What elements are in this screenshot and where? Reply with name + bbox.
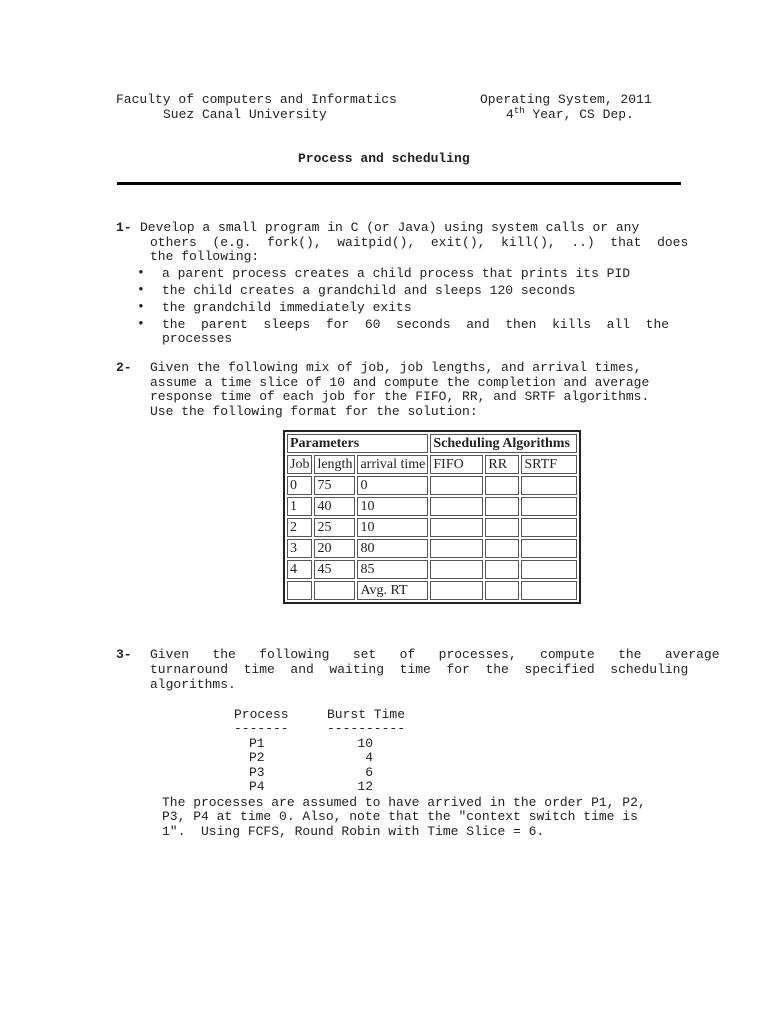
bullet-icon: • <box>137 282 145 297</box>
title-divider <box>117 182 681 185</box>
process-burst: 4 <box>365 750 373 765</box>
srtf-avg-cell <box>521 581 577 600</box>
rr-cell <box>485 539 519 558</box>
rr-cell <box>485 560 519 579</box>
faculty-name: Faculty of computers and Informatics <box>116 92 397 107</box>
process-column-header: Process <box>234 707 289 722</box>
page-title: Process and scheduling <box>298 151 470 166</box>
q1-text-line2: others (e.g. fork(), waitpid(), exit(), kill(), ..) that does <box>150 235 689 250</box>
table-row <box>287 518 577 537</box>
col-header-fifo: FIFO <box>430 455 483 474</box>
col-header-arrival: arrival time <box>357 455 428 474</box>
group-header-algorithms: Scheduling Algorithms <box>430 434 577 453</box>
q3-note-line1: The processes are assumed to have arrived in the order P1, P2, <box>162 795 646 810</box>
job-cell: 3 <box>287 539 312 558</box>
col-header-rr: RR <box>485 455 519 474</box>
year-department <box>506 107 634 122</box>
group-header-parameters: Parameters <box>287 434 428 453</box>
bullet-icon: • <box>137 299 145 314</box>
scheduling-table <box>283 430 581 604</box>
table-row <box>287 497 577 516</box>
university-name: Suez Canal University <box>163 107 327 122</box>
col-header-length: length <box>314 455 355 474</box>
col-header-job: Job <box>287 455 312 474</box>
length-cell: 45 <box>314 560 355 579</box>
year-department-rest: Year, CS Dep. <box>524 107 634 122</box>
arrival-cell: 10 <box>357 518 428 537</box>
bullet-icon: • <box>137 316 145 331</box>
process-name: P4 <box>249 779 265 794</box>
srtf-cell <box>521 560 577 579</box>
arrival-cell: 85 <box>357 560 428 579</box>
fifo-cell <box>430 518 483 537</box>
process-column-separator: ------- <box>234 721 289 736</box>
job-cell: 2 <box>287 518 312 537</box>
q1-bullet-2: the child creates a grandchild and sleeps 120 seconds <box>162 283 576 298</box>
rr-avg-cell <box>485 581 519 600</box>
fifo-cell <box>430 497 483 516</box>
srtf-cell <box>521 539 577 558</box>
q3-text-line2: turnaround time and waiting time for the specified scheduling <box>150 662 689 677</box>
process-name: P1 <box>249 736 265 751</box>
q3-note-line2: P3, P4 at time 0. Also, note that the "context switch time is <box>162 809 638 824</box>
fifo-avg-cell <box>430 581 483 600</box>
length-cell: 75 <box>314 476 355 495</box>
table-row <box>287 476 577 495</box>
job-cell: 0 <box>287 476 312 495</box>
srtf-cell <box>521 518 577 537</box>
course-name: Operating System, 2011 <box>480 92 652 107</box>
empty-cell <box>314 581 355 600</box>
burst-column-header: Burst Time <box>327 707 406 722</box>
year-number: 4 <box>506 107 514 122</box>
process-name: P3 <box>249 765 265 780</box>
q2-text-line2: assume a time slice of 10 and compute the completion and average <box>150 375 650 390</box>
q2-text-line4: Use the following format for the solution: <box>150 404 478 419</box>
length-cell: 25 <box>314 518 355 537</box>
q1-bullet-3: the grandchild immediately exits <box>162 300 412 315</box>
col-header-srtf: SRTF <box>521 455 577 474</box>
length-cell: 20 <box>314 539 355 558</box>
avg-rt-label: Avg. RT <box>357 581 428 600</box>
process-burst: 12 <box>357 779 373 794</box>
process-burst: 6 <box>365 765 373 780</box>
q1-bullet-1: a parent process creates a child process that prints its PID <box>162 266 631 281</box>
fifo-cell <box>430 560 483 579</box>
q2-text-line1: Given the following mix of job, job lengths, and arrival times, <box>150 360 642 375</box>
q1-bullet-4-continued: processes <box>162 331 233 346</box>
rr-cell <box>485 518 519 537</box>
empty-cell <box>287 581 312 600</box>
length-cell: 40 <box>314 497 355 516</box>
q2-number: 2- <box>116 360 132 375</box>
process-name: P2 <box>249 750 265 765</box>
srtf-cell <box>521 476 577 495</box>
q1-number: 1- <box>116 220 132 235</box>
rr-cell <box>485 476 519 495</box>
q1-text-line3: the following: <box>150 249 260 264</box>
arrival-cell: 80 <box>357 539 428 558</box>
q3-text-line3: algorithms. <box>150 677 236 692</box>
year-suffix: th <box>513 106 525 116</box>
job-cell: 1 <box>287 497 312 516</box>
q1-bullet-4: the parent sleeps for 60 seconds and then kills all the <box>162 317 670 332</box>
rr-cell <box>485 497 519 516</box>
fifo-cell <box>430 539 483 558</box>
bullet-icon: • <box>137 265 145 280</box>
q2-text-line3: response time of each job for the FIFO, RR, and SRTF algorithms. <box>150 389 650 404</box>
srtf-cell <box>521 497 577 516</box>
arrival-cell: 0 <box>357 476 428 495</box>
arrival-cell: 10 <box>357 497 428 516</box>
burst-column-separator: ---------- <box>327 721 406 736</box>
q1-text-line1: Develop a small program in C (or Java) using system calls or any <box>140 220 640 235</box>
table-row <box>287 539 577 558</box>
process-burst: 10 <box>357 736 373 751</box>
fifo-cell <box>430 476 483 495</box>
q3-number: 3- <box>116 647 132 662</box>
q3-note-line3: 1". Using FCFS, Round Robin with Time Slice = 6. <box>162 824 545 839</box>
job-cell: 4 <box>287 560 312 579</box>
table-footer-row <box>287 581 577 600</box>
q3-text-line1: Given the following set of processes, compute the average <box>150 647 720 662</box>
table-row <box>287 560 577 579</box>
